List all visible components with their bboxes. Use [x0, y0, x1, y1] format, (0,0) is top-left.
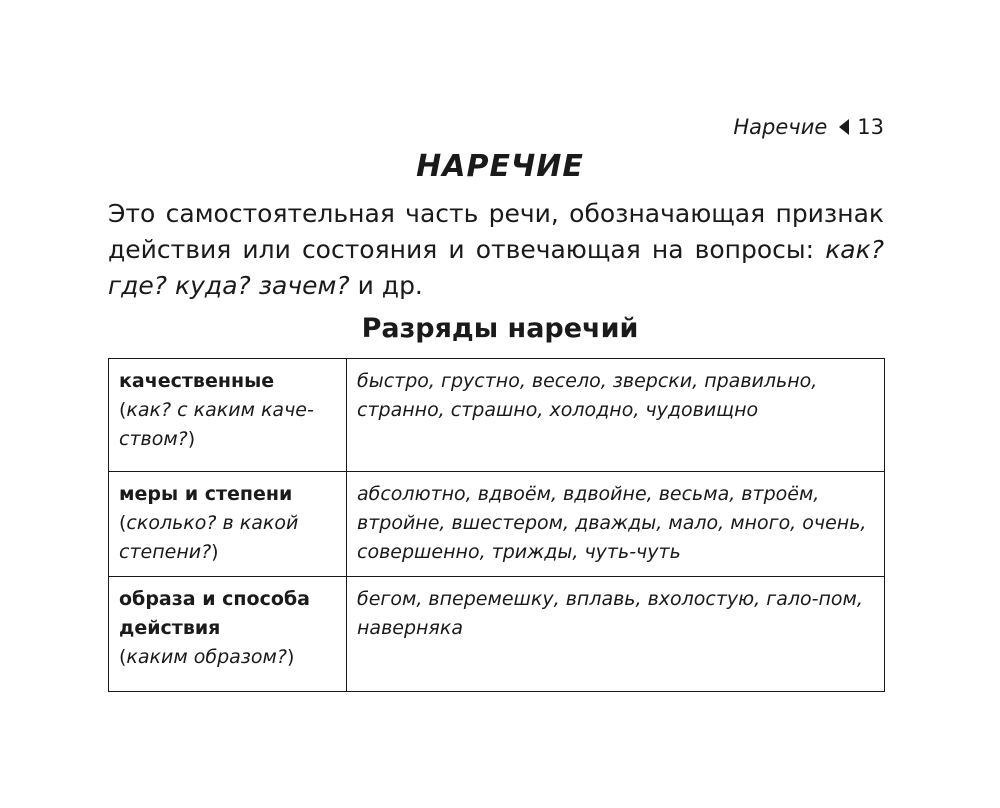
category-cell	[109, 359, 347, 472]
category-question: (сколько? в какой степени?)	[119, 512, 299, 563]
examples-cell: быстро, грустно, весело, зверски, правильно, странно, страшно, холодно, чудовищно	[347, 359, 885, 472]
definition-paragraph	[108, 196, 884, 304]
examples-cell: абсолютно, вдвоём, вдвойне, весьма, втроём, втройне, вшестером, дважды, мало, много, очень, совершенно, трижды, чуть-чуть	[347, 472, 885, 577]
table-row	[109, 472, 885, 577]
adverb-categories-table	[108, 358, 885, 692]
page-number: 13	[857, 115, 884, 139]
category-cell	[109, 577, 347, 692]
definition-questions: как? где? куда? зачем?	[108, 235, 884, 300]
table-row	[109, 577, 885, 692]
category-name: образа и способа действия	[119, 588, 310, 639]
running-header	[733, 113, 884, 141]
page-title: НАРЕЧИЕ	[416, 149, 584, 184]
left-triangle-icon	[839, 119, 849, 135]
table-row	[109, 359, 885, 472]
table-title: Разряды наречий	[361, 313, 639, 344]
running-header-section: Наречие	[733, 115, 828, 139]
category-name: меры и степени	[119, 483, 293, 505]
category-cell	[109, 472, 347, 577]
category-name: качественные	[119, 370, 275, 392]
category-question: (каким образом?)	[119, 646, 295, 668]
definition-tail: и др.	[349, 271, 423, 300]
definition-text: Это самостоятельная часть речи, обозначающая признак действия или состояния и отвечающая на вопросы:	[108, 199, 884, 264]
category-question: (как? с каким каче-ством?)	[119, 399, 314, 450]
examples-cell: бегом, вперемешку, вплавь, вхолостую, гало-пом, наверняка	[347, 577, 885, 692]
